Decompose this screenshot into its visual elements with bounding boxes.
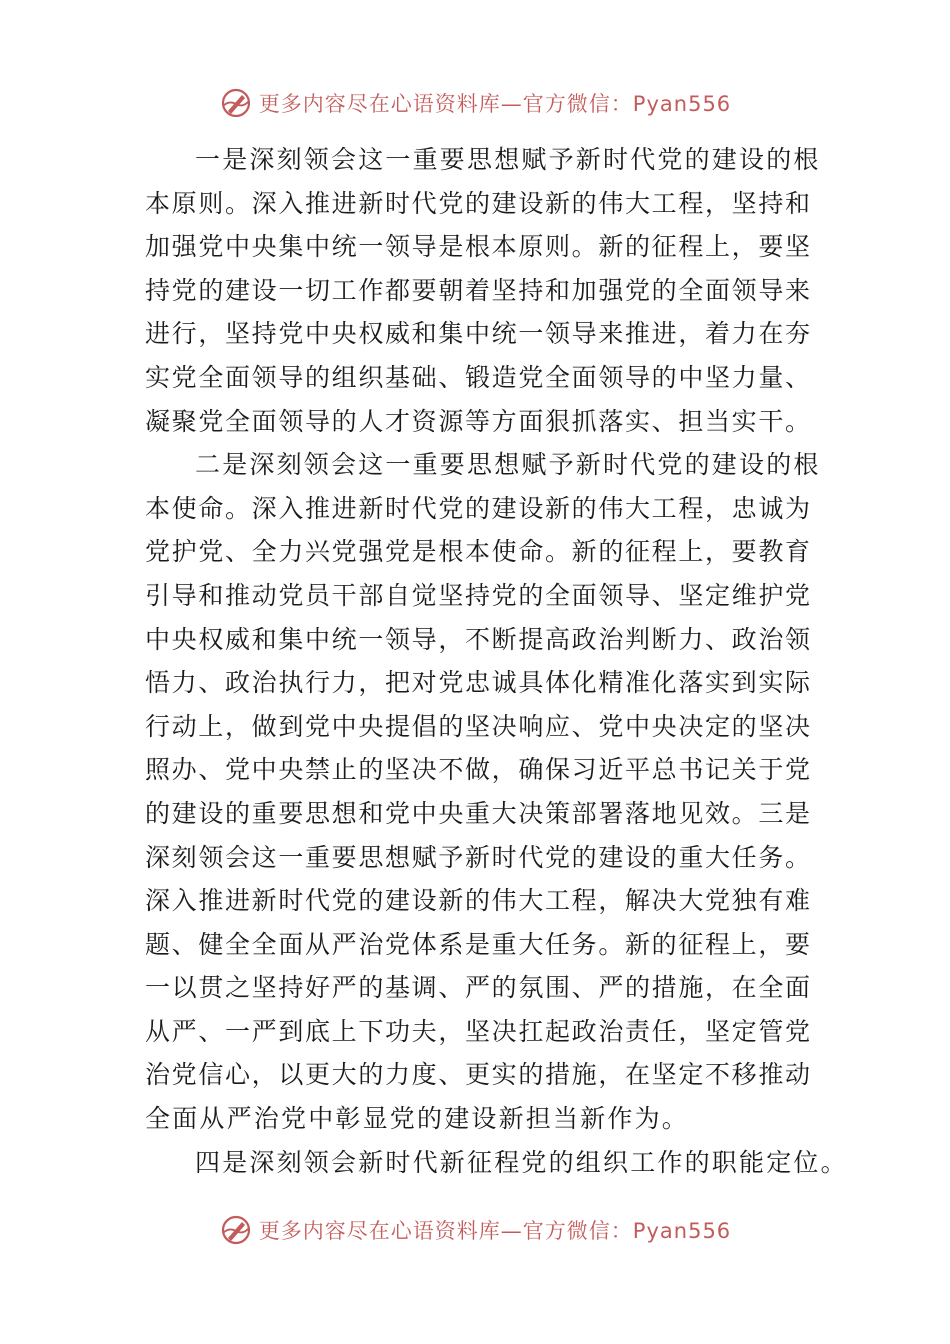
header-text: 更多内容尽在心语资料库—官方微信：Pyan556 [258, 92, 732, 116]
header-banner [0, 83, 950, 123]
pen-logo-icon [219, 86, 253, 120]
paragraph-line: 引导和推动党员干部自觉坚持党的全面领导、坚定维护党 [145, 580, 810, 610]
paragraph-line: 治党信心，以更大的力度、更实的措施，在坚定不移推动 [145, 1060, 810, 1090]
paragraph-line: 中央权威和集中统一领导，不断提高政治判断力、政治领 [145, 624, 810, 654]
paragraph-line: 加强党中央集中统一领导是根本原则。新的征程上，要坚 [145, 232, 810, 262]
paragraph-line: 本原则。深入推进新时代党的建设新的伟大工程，坚持和 [145, 188, 810, 218]
paragraph-line: 一是深刻领会这一重要思想赋予新时代党的建设的根 [195, 145, 821, 174]
paragraph-line: 四是深刻领会新时代新征程党的组织工作的职能定位。 [195, 1147, 848, 1177]
paragraph-line: 凝聚党全面领导的人才资源等方面狠抓落实、担当实干。 [145, 406, 810, 436]
paragraph-line: 实党全面领导的组织基础、锻造党全面领导的中坚力量、 [145, 362, 810, 392]
paragraph-line: 全面从严治党中彰显党的建设新担当新作为。 [145, 1104, 690, 1134]
paragraph-line: 行动上，做到党中央提倡的坚决响应、党中央决定的坚决 [145, 711, 810, 741]
footer-banner [0, 1210, 950, 1250]
pen-logo-icon [219, 1213, 253, 1247]
document-body [145, 138, 848, 1184]
paragraph-line: 题、健全全面从严治党体系是重大任务。新的征程上，要 [145, 929, 810, 959]
paragraph-line: 的建设的重要思想和党中央重大决策部署落地见效。三是 [145, 798, 810, 828]
paragraph-line: 本使命。深入推进新时代党的建设新的伟大工程，忠诚为 [145, 493, 810, 523]
paragraph-line: 深入推进新时代党的建设新的伟大工程，解决大党独有难 [145, 886, 810, 916]
paragraph-line: 一以贯之坚持好严的基调、严的氛围、严的措施，在全面 [145, 973, 810, 1003]
paragraph-line: 进行，坚持党中央权威和集中统一领导来推进，着力在夯 [145, 319, 810, 349]
paragraph-line: 从严、一严到底上下功夫，坚决扛起政治责任，坚定管党 [145, 1016, 810, 1046]
paragraph-line: 二是深刻领会这一重要思想赋予新时代党的建设的根 [195, 450, 821, 480]
paragraph-line: 持党的建设一切工作都要朝着坚持和加强党的全面领导来 [145, 275, 810, 305]
footer-text: 更多内容尽在心语资料库—官方微信：Pyan556 [258, 1219, 732, 1243]
paragraph-line: 悟力、政治执行力，把对党忠诚具体化精准化落实到实际 [145, 668, 810, 698]
paragraph-line: 党护党、全力兴党强党是根本使命。新的征程上，要教育 [145, 537, 810, 567]
paragraph-line: 深刻领会这一重要思想赋予新时代党的建设的重大任务。 [145, 842, 810, 872]
paragraph-line: 照办、党中央禁止的坚决不做，确保习近平总书记关于党 [145, 755, 810, 785]
